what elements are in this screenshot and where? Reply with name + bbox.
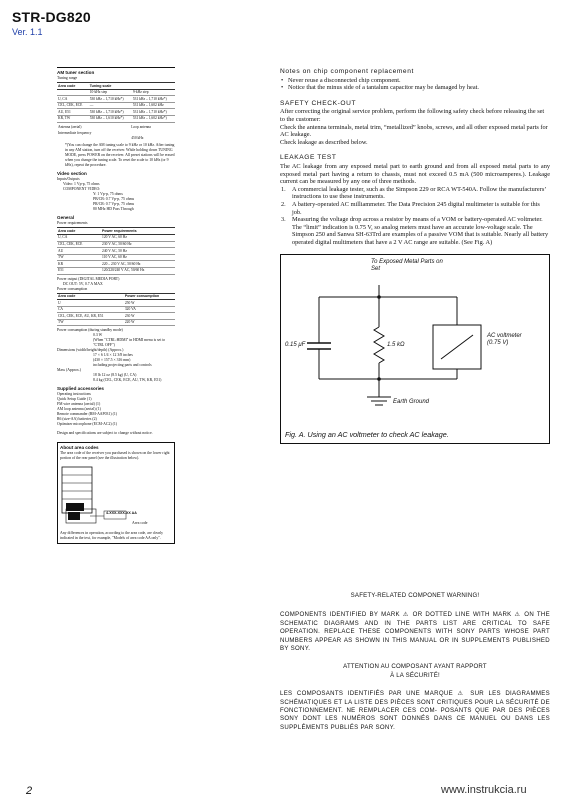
standby-note: (When "CTRL:HDMI" in HDMI menu is set to "CTRL OFF") <box>93 338 166 348</box>
table-cell: KR <box>57 261 101 268</box>
list-item: • Never reuse a disconnected chip component. <box>280 77 550 85</box>
exposed-parts-label: To Exposed Metal Parts on Set <box>371 259 443 273</box>
table-cell: 530 kHz – 1,610 kHz*) <box>89 115 132 122</box>
tuning-sub-9k: 9-kHz step <box>132 89 175 96</box>
accessory-item: Operating instructions <box>57 392 91 397</box>
table-cell: 220 W <box>124 319 175 326</box>
site-watermark: www.instrukcia.ru <box>441 784 527 796</box>
table-cell: CA <box>57 306 124 313</box>
standby-value: 0.3 W <box>93 333 103 338</box>
table-cell: 110 V AC, 60 Hz <box>101 254 175 261</box>
table-cell: — <box>89 102 132 109</box>
figure-a <box>280 254 550 444</box>
resistor-label: 1.5 kΩ <box>387 342 405 349</box>
earth-ground-label: Earth Ground <box>393 399 430 406</box>
list-item: • Notice that the minus side of a tantalum capacitor may be damaged by heat. <box>280 84 550 92</box>
accessory-item: Remote commander (RM-AAP031) (1) <box>57 412 117 417</box>
accessory-item: Quick Setup Guide (1) <box>57 397 92 402</box>
accessory-item: R6 (size-AA) batteries (2) <box>57 417 97 422</box>
video-line: Inputs/Outputs <box>57 177 80 182</box>
leakage-circuit-diagram <box>281 255 549 443</box>
capacitor-label: 0.15 μF <box>285 342 306 349</box>
table-cell: TW <box>57 254 101 261</box>
mass-value: 8.4 kg (CEL, CEK, ECE, AU, TW, KR, E51) <box>93 378 162 383</box>
mass-value: 18 lb 12 oz (8.5 kg) (U, CA) <box>93 373 137 378</box>
table-cell: 531 kHz – 1,602 kHz <box>132 102 175 109</box>
french-title-line: ATTENTION AU COMPOSANT AYANT RAPPORT <box>343 663 487 671</box>
leakage-methods <box>280 186 550 247</box>
tuning-note: *)You can change the AM tuning scale to 9 kHz or 10 kHz. After tuning in any AM station, turn off the receiver. While holding down TUNING MODE, press POWER on the receiver. All preset stations will be erased when you change the tuning scale. To reset the scale to 10 kHz (or 9 kHz), repeat the procedure. <box>65 143 175 168</box>
accessory-item: AM loop antenna (aerial) (1) <box>57 407 101 412</box>
table-cell: 320 VA <box>124 306 175 313</box>
chip-list <box>280 77 550 92</box>
video-line: COMPONENT VIDEO: <box>63 187 101 192</box>
general-heading: General <box>57 215 75 221</box>
dimensions-label: Dimensions (width/height/depth) (Approx.) <box>57 348 124 353</box>
table-cell: 531 kHz – 1,710 kHz*) <box>132 109 175 116</box>
figure-caption: Fig. A. Using an AC voltmeter to check AC leakage. <box>285 430 449 440</box>
leakage-heading: LEAKAGE TEST <box>280 154 337 162</box>
table-cell: AU <box>57 248 101 255</box>
table-cell: U, CA <box>57 234 101 241</box>
voltmeter-label: AC voltmeter (0.75 V) <box>487 333 522 347</box>
page-number: 2 <box>26 785 33 797</box>
accessory-item: Optimizer microphone (ECM-AC2) (1) <box>57 422 117 427</box>
table-cell: E51 <box>57 267 101 274</box>
safety-checkout-heading: SAFETY CHECK-OUT <box>280 99 357 107</box>
video-line: PB/CB: 0.7 Vp-p, 75 ohms <box>93 197 135 202</box>
power-col-req: Power requirements <box>101 228 175 235</box>
leakage-text: The AC leakage from any exposed metal part to earth ground and from all exposed metal parts to any exposed metal part having a return to chassis, must not exceed 0.5 mA (500 microamperes.). Leakage current can be measured by any one of three methods. <box>280 162 550 186</box>
table-cell: KR, TW <box>57 115 89 122</box>
power-output-value: DC OUT: 5V, 0.7 A MAX <box>63 281 103 286</box>
antenna-table <box>57 125 175 142</box>
area-code-box <box>57 442 175 544</box>
antenna-value: Loop antenna <box>131 125 151 130</box>
table-cell: 230 W <box>124 313 175 320</box>
table-cell: 220 – 230 V AC, 50/60 Hz <box>101 261 175 268</box>
list-item: 1. A commercial leakage tester, such as the Simpson 229 or RCA WT-540A. Follow the manufacturers’ instructions to use these instruments. <box>281 185 546 201</box>
model-title: STR-DG820 <box>12 9 91 25</box>
area-code-sample: 4-XXX-XXX-XX AA <box>106 511 137 516</box>
design-note: Design and specifications are subject to change without notice. <box>57 431 153 436</box>
method-text: A battery-operated AC milliammeter. The Data Precision 245 digital multimeter is suitable for this job. <box>292 200 540 216</box>
chip-heading: Notes on chip component replacement <box>280 68 414 75</box>
version-label: Ver. 1.1 <box>12 27 43 37</box>
power-req-table <box>57 227 175 274</box>
table-cell: 531 kHz – 1,710 kHz*) <box>132 96 175 103</box>
french-warning-title <box>280 663 550 680</box>
table-cell: 530 kHz – 1,710 kHz*) <box>89 96 132 103</box>
table-cell: U, CA <box>57 96 89 103</box>
table-cell: 240 V AC, 50 Hz <box>101 248 175 255</box>
table-cell: TW <box>57 319 124 326</box>
tuning-col-scale: Tuning scale <box>89 83 175 90</box>
power-req-label: Power requirements <box>57 221 88 226</box>
table-cell: 250 W <box>124 300 175 307</box>
table-cell: 230 V AC, 50/60 Hz <box>101 241 175 248</box>
consumption-col-area: Area code <box>57 293 124 300</box>
method-text: A commercial leakage tester, such as the Simpson 229 or RCA WT-540A. Follow the manufacturers’ instructions to use these instruments. <box>292 185 546 201</box>
tuning-range-label: Tuning range <box>57 76 78 80</box>
area-code-label: Area code <box>132 521 148 526</box>
rear-panel-illustration <box>60 463 172 529</box>
table-cell: AU, E51 <box>57 109 89 116</box>
table-cell: 531 kHz – 1,602 kHz*) <box>132 115 175 122</box>
safety-warning <box>280 592 550 732</box>
video-line: Y: 1 Vp-p, 75 ohms <box>93 192 123 197</box>
list-item: 3. Measuring the voltage drop across a resistor by means of a VOM or battery-operated AC voltmeter. The “limit” indication is 0.75 V, so analog meters must have an accurate low-voltage scale. The Simpson 250 and Sanwa SH-63Trd are examples of a passive VOM that is suitable. Nearly all battery operated digital multimeters that have a 2 V AC range are suitable. (See Fig. A) <box>281 216 549 246</box>
video-line: PR/CR: 0.7 Vp-p, 75 ohms <box>93 202 135 207</box>
table-cell: 120/220/240 V AC, 50/60 Hz <box>101 267 175 274</box>
table-cell: CEL, CEK, ECE <box>57 241 101 248</box>
am-tuner-heading: AM tuner section <box>57 67 175 76</box>
table-cell: CEL, CEK, ECE <box>57 102 89 109</box>
video-line: Video: 1 Vp-p, 75 ohms <box>63 182 100 187</box>
french-title-line: À LA SÉCURITÉ! <box>390 671 440 679</box>
dimensions-value: (430 × 157.5 × 316 mm) <box>93 358 131 363</box>
tuning-col-area: Area code <box>57 83 89 90</box>
video-line: 80 MHz HD Pass Through <box>93 207 134 212</box>
rear-panel-drawing <box>60 463 172 529</box>
list-item: 2. A battery-operated AC milliammeter. The Data Precision 245 digital multimeter is suitable for this job. <box>281 200 540 216</box>
safety-checkout-text: After correcting the original service problem, perform the following safety check before releasing the set to the customer: Check the antenna terminals, metal trim, “metallized” knobs, screws, and all other exposed metal parts for AC leakage. Check leakage as described below. <box>280 108 548 146</box>
video-heading: Video section <box>57 171 87 177</box>
mass-label: Mass (Approx.) <box>57 368 82 373</box>
table-cell: 120 V AC, 60 Hz <box>101 234 175 241</box>
dimensions-value: 17 × 6 1/4 × 12 3/8 inches <box>93 353 133 358</box>
standby-label: Power consumption (during standby mode) <box>57 328 123 333</box>
consumption-table <box>57 293 175 327</box>
table-cell: CEL, CEK, ECE, AU, KR, E51 <box>57 313 124 320</box>
power-col-area: Area code <box>57 228 101 235</box>
power-output-label: Power output (DIGITAL MEDIA PORT) <box>57 276 120 281</box>
tuning-table <box>57 82 175 123</box>
french-warning-text: LES COMPOSANTS IDENTIFIÉS PAR UNE MARQUE ⚠ SUR LES DIAGRAMMES SCHÉMATIQUES ET LA LISTE DES PIÈCES SONT CRITIQUES POUR LA SÉCURITÉ DE FONCTIONNEMENT. NE REMPLACER CES COM- POSANTS QUE PAR DES PIÈCES SONY DONT LES NUMÉROS SONT DONNÉS DANS CE MANUEL OU DANS LES SUPPLÉMENTS PUBLIÉS PAR SONY. <box>280 690 550 731</box>
antenna-label: Antenna (aerial) <box>58 125 82 130</box>
warning-text: COMPONENTS IDENTIFIED BY MARK ⚠ OR DOTTED LINE WITH MARK ⚠ ON THE SCHEMATIC DIAGRAMS AND IN THE PARTS LIST ARE CRITICAL TO SAFE OPERATION. REPLACE THESE COMPONENTS WITH SONY PARTS WHOSE PART NUMBERS APPEAR AS SHOWN IN THIS MANUAL OR IN SUPPLEMENTS PUBLISHED BY SONY. <box>280 611 550 653</box>
if-label: Intermediate frequency <box>58 130 92 135</box>
area-box-title: About area codes <box>60 445 99 451</box>
table-cell: U <box>57 300 124 307</box>
spec-column <box>57 67 175 544</box>
area-box-text: The area code of the receiver you purchased is shown on the lower right portion of the rear panel (see the illustration below). <box>60 451 170 461</box>
consumption-label: Power consumption <box>57 286 88 291</box>
service-notes-column <box>280 68 550 444</box>
area-box-footer: Any differences in operation, according to the area code, are clearly indicated in the text, for example, "Models of area code AA only". <box>60 531 164 541</box>
if-value: 450 kHz <box>131 136 144 141</box>
warning-title: SAFETY-RELATED COMPONET WARNING! <box>350 592 480 599</box>
dimensions-value: including projecting parts and controls <box>93 363 152 368</box>
accessories-heading: Supplied accessories <box>57 386 104 392</box>
tuning-sub-10k: 10-kHz step <box>89 89 132 96</box>
method-text: Measuring the voltage drop across a resistor by means of a VOM or battery-operated AC voltmeter. The “limit” indication is 0.75 V, so analog meters must have an accurate low-voltage scale. The Simpson 250 and Sanwa SH-63Trd are examples of a passive VOM that is suitable. Nearly all battery operated digital multimeters that have a 2 V AC range are suitable. (See Fig. A) <box>292 216 549 246</box>
accessory-item: FM wire antenna (aerial) (1) <box>57 402 101 407</box>
consumption-col-value: Power consumption <box>124 293 175 300</box>
table-cell: 530 kHz – 1,710 kHz*) <box>89 109 132 116</box>
